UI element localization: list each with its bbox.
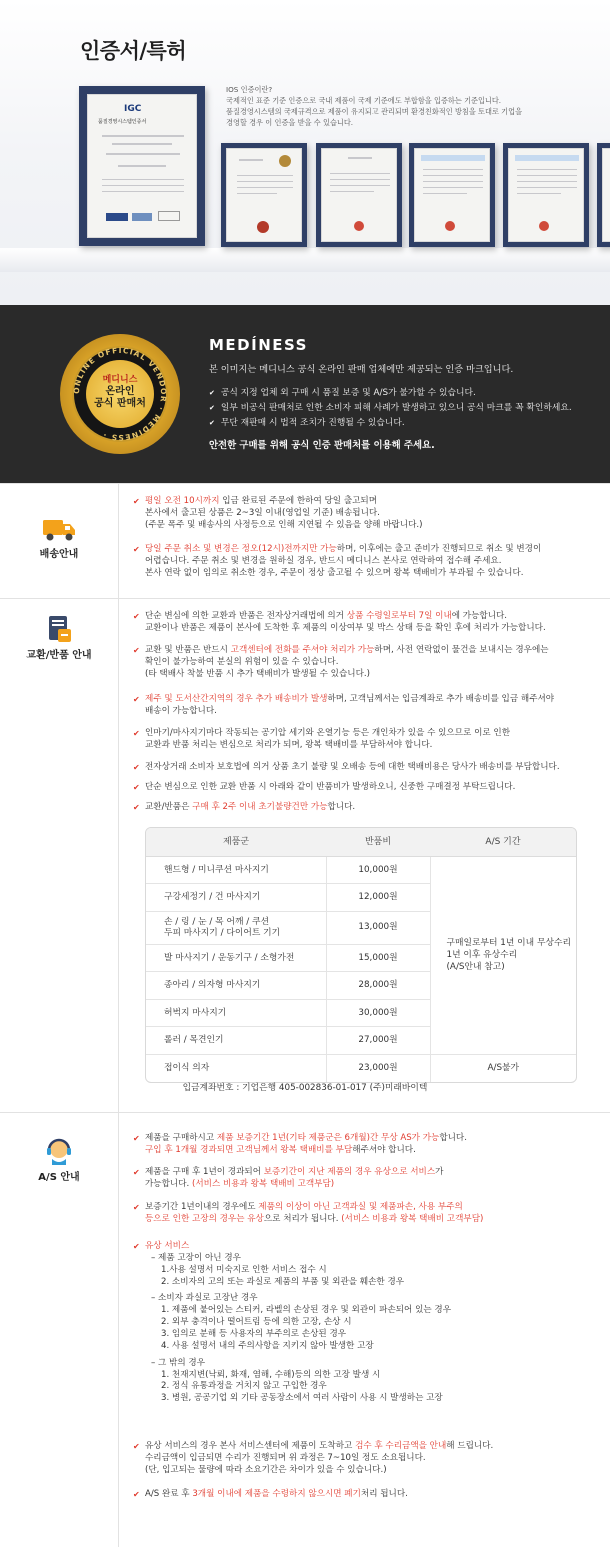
certificate-frame [221,143,307,247]
exchange-label [0,615,118,663]
shipping-label-text: 배송안내 [39,549,79,560]
certificates-section [0,0,610,305]
official-bullet: ✔ 공식 지정 업체 외 구매 시 품질 보증 및 A/S가 불가할 수 있습니다. [209,387,572,399]
check-icon: ✔ [133,803,140,812]
paid-service: ✔ 유상 서비스 – 제품 고장이 아닌 경우 1.사용 설명서 미숙지로 인한 서비스 접수 시 2. 소비자의 고의 또는 과실로 제품의 부품 및 외관을 훼손한 경우 – 소비자 과실로 고장난 경우 1. 제품에 붙어있는 스티커, 라벨의 손상된 경우 및 외관이 파손되어 있는 경우 2. 외부 충격이나 떨어트림 등에 의한 고장, 손상 시 3. 임의로 분해 등 사용자의 부주의로 손상된 경우 4. 사용 설명서 내의 주의사항을 지키지 않아 발생한 고장 – 그 밖의 경우 1. 천재지변(낙뢰, 화재, 염해, 수해)등의 의한 고장 발생 시 2. 정식 유통과정을 거치지 않고 구입한 경우 3. 병원, 공공기업 외 기타 공동장소에서 여러 사람이 사용 시 발생하는 고장 [133,1241,593,1405]
as-period-cell: 구매일로부터 1년 이내 무상수리 1년 이후 유상수리 (A/S안내 참고) [430,856,576,1054]
check-icon: ✔ [133,783,140,792]
exchange-item: ✔ 단순 변심에 의한 교환과 반품은 전자상거래법에 의거 상품 수령일로부터 7일 이내에 가능합니다. 교환이나 반품은 제품이 본사에 도착한 후 제품의 이상여부 및 박스 상태 등을 확인 후에 처리가 가능합니다. [133,611,546,633]
certificate-frame [503,143,589,247]
check-icon: ✔ [133,497,140,506]
table-row: 종아리 / 의자형 마사지기 28,000원 [146,972,576,1000]
exchange-section [0,598,610,1112]
check-icon: ✔ [133,1490,140,1499]
certificate-frame-large [79,86,205,246]
certificate-frame [316,143,402,247]
as-label [0,1135,118,1185]
as-item: ✔ 제품을 구매하시고 제품 보증기간 1년(기타 제품군은 6개월)간 무상 AS가 가능합니다. 구입 후 1개월 경과되면 고객님께서 왕복 택배비를 부담해주셔야 합니다. [133,1133,467,1155]
table-row: 핸드형 / 미니쿠션 마사지기 10,000원 구매일로부터 1년 이내 무상수리 1년 이후 유상수리 (A/S안내 참고) [146,856,576,884]
check-icon: ✔ [133,1442,140,1451]
exchange-item: ✔ 교환/반품은 구매 후 2주 이내 초기불량건만 가능합니다. [133,802,356,812]
badge-line1: 온라인 [105,386,135,398]
shipping-item: ✔ 당일 주문 취소 및 변경은 정오(12시)전까지만 가능하며, 이후에는 출고 준비가 진행되므로 취소 및 변경이 어렵습니다. 주문 취소 및 변경을 원하실 경우, 반드시 메디니스 본사로 연락하여 접수해 주세요. 본사 연락 없이 임의로 취소한 경우, 주문이 정상 출고될 수 있으며 왕복 택배비가 부과될 수 있습니다. [133,544,542,578]
cert-logo: IGC [124,104,142,114]
desc-line: 국제적인 표준 기준 인증으로 국내 제품이 국제 기준에도 부합함을 입증하는 기준입니다. [226,96,502,106]
as-section [0,1112,610,1547]
exchange-item: ✔ 인마기/마사지기마다 작동되는 공기압 세기와 온열기능 등은 개인차가 있을 수 있으므로 이로 인한 교환과 반품 처리는 변심으로 처리가 되며, 왕복 택배비를 부담하셔야 합니다. [133,728,511,750]
desc-line: 경영할 경우 이 인증을 받을 수 있습니다. [226,118,354,128]
return-box-icon [46,615,72,643]
table-header: 제품군 [146,828,326,856]
desc-line: 품질경영시스템의 국제규격으로 제품이 유지되고 관리되며 환경친화적인 방침을 토대로 기업을 [226,107,523,117]
badge-line2: 공식 판매처 [94,397,146,409]
paid-group: – 그 밖의 경우 1. 천재지변(낙뢰, 화재, 염해, 수해)등의 의한 고장 발생 시 2. 정식 유통과정을 거치지 않고 구입한 경우 3. 병원, 공공기업 외 기타 공동장소에서 여러 사람이 사용 시 발생하는 고장 [151,1357,443,1404]
table-row: 롤러 / 목견인기 27,000원 [146,1027,576,1055]
badge-brand: 메디니스 [102,375,138,385]
check-icon: ✔ [133,729,140,738]
brand-logo: MEDÍNESS [209,336,308,354]
check-icon: ✔ [133,1203,140,1212]
check-icon: ✔ [133,1168,140,1177]
shelf [0,248,610,272]
exchange-item: ✔ 제주 및 도서산간지역의 경우 추가 배송비가 발생하며, 고객님께서는 입금계좌로 추가 배송비를 입금 해주셔야 배송이 가능합니다. [133,694,555,716]
shipping-body [118,484,598,598]
official-vendor-badge [60,334,180,454]
official-bullet: ✔ 일부 비공식 판매처로 인한 소비자 피해 사례가 발생하고 있으니 공식 마크를 꼭 확인하세요. [209,402,572,414]
check-icon: ✔ [133,763,140,772]
official-footer: 안전한 구매를 위해 공식 인증 판매처를 이용해 주세요. [209,440,435,451]
svg-text:ONLINE OFFICIAL VENDOR · MEDIN: ONLINE OFFICIAL VENDOR · MEDINESS · [71,345,169,443]
table-row: 접이식 의자 23,000원 A/S불가 [146,1054,576,1082]
shipping-label [0,518,118,562]
table-row: 발 마사지기 / 운동기구 / 소형가전 15,000원 [146,944,576,972]
certificate-frame [409,143,495,247]
table-row: 구강세정기 / 건 마사지기 12,000원 [146,884,576,912]
certificate-frame-partial [597,143,610,247]
paid-group: – 소비자 과실로 고장난 경우 1. 제품에 붙어있는 스티커, 라벨의 손상된 경우 및 외관이 파손되어 있는 경우 2. 외부 충격이나 떨어트림 등에 의한 고장, 손상 시 3. 임의로 분해 등 사용자의 부주의로 손상된 경우 4. 사용 설명서 내의 주의사항을 지키지 않아 발생한 고장 [151,1293,452,1351]
as-body [118,1113,598,1547]
check-icon: ✔ [133,1242,140,1251]
official-vendor-section [0,305,610,483]
official-bullet: ✔ 무단 재판매 시 법적 조치가 진행될 수 있습니다. [209,417,572,429]
shipping-section [0,483,610,598]
cert-title: 품질경영시스템인증서 [98,119,147,125]
as-item: ✔ A/S 완료 후 3개월 이내에 제품을 수령하지 않으시면 폐기처리 됩니다. [133,1489,408,1499]
table-row: 허벅지 마사지기 30,000원 [146,999,576,1027]
check-icon: ✔ [133,545,140,554]
exchange-label-text: 교환/반품 안내 [26,650,92,661]
exchange-item: ✔ 전자상거래 소비자 보호법에 의거 상품 초기 불량 및 오배송 등에 대한 택배비용은 당사가 배송비를 부담합니다. [133,762,560,772]
paid-group: – 제품 고장이 아닌 경우 1.사용 설명서 미숙지로 인한 서비스 접수 시 2. 소비자의 고의 또는 과실로 제품의 부품 및 외관을 훼손한 경우 [151,1252,405,1287]
certificate-description [226,84,522,129]
check-icon: ✔ [133,695,140,704]
official-bullets [209,387,572,432]
check-icon: ✔ [133,646,140,655]
official-lead: 본 이미지는 메디니스 공식 온라인 판매 업체에만 제공되는 인증 마크입니다. [209,364,514,375]
truck-icon [42,518,76,542]
as-item: ✔ 보증기간 1년이내의 경우에도 제품의 이상이 아닌 고객과실 및 제품파손, 사용 부주의 등으로 인한 고장의 경우는 유상으로 처리가 됩니다. (서비스 비용과 왕복 택배비 고객부담) [133,1202,484,1224]
table-row: 손 / 링 / 눈 / 목 어깨 / 쿠션 두피 마사지기 / 다이어트 기기 13,000원 [146,911,576,944]
check-icon: ✔ [133,612,140,621]
as-item: ✔ 제품을 구매 후 1년이 경과되어 보증기간이 지난 제품의 경우 유상으로 서비스가 가능합니다. (서비스 비용과 왕복 택배비 고객부담) [133,1167,444,1189]
table-header: 반품비 [326,828,430,856]
headset-icon [44,1135,74,1165]
exchange-item: ✔ 교환 및 반품은 반드시 고객센터에 전화를 주셔야 처리가 가능하며, 사전 연락없이 물건을 보내시는 경우에는 확인이 불가능하여 분실의 위험이 있을 수 있습니다. (타 택배사 착불 반품 시 추가 택배비가 발생될 수 있습니다.) [133,645,549,679]
exchange-item: ✔ 단순 변심으로 인한 교환 반품 시 아래와 같이 반품비가 발생하오니, 신중한 구매결정 부탁드립니다. [133,782,516,792]
as-item: ✔ 유상 서비스의 경우 본사 서비스센터에 제품이 도착하고 검수 후 수리금액을 안내해 드립니다. 수리금액이 입금되면 수리가 진행되며 위 과정은 7~10일 정도 소요됩니다. (단, 입고되는 물량에 따라 소요기간은 차이가 있을 수 있습니다.) [133,1441,494,1475]
check-icon: ✔ [133,1134,140,1143]
desc-line: IOS 인증이란? [226,85,273,94]
as-label-text: A/S 안내 [38,1172,80,1183]
bank-account: 입금계좌번호 : 기업은행 405-002836-01-017 (주)미래바이텍 [182,1083,428,1093]
return-fee-table [145,827,577,1083]
shipping-item: ✔ 평일 오전 10시까지 입금 완료된 주문에 한하여 당일 출고되며 본사에서 출고된 상품은 2~3일 이내(영업일 기준) 배송됩니다. (주문 폭주 및 배송사의 사정등으로 인해 지연될 수 있음을 양해 바랍니다.) [133,496,423,530]
section-title: 인증서/특허 [80,39,187,63]
table-header: A/S 기간 [430,828,576,856]
